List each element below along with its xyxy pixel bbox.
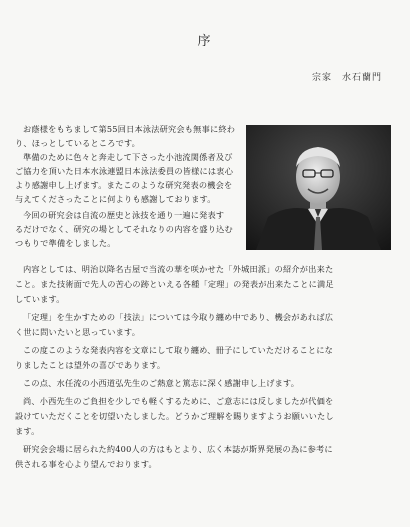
body-line: 準備のために色々と奔走して下さった小池流関係者及び (23, 152, 233, 162)
body-line: 設けていただくことを切望いたしました。どうかご理解を賜りますようお願いいたし (15, 411, 334, 421)
body-line: りましたことは望外の喜びであります。 (15, 360, 166, 370)
body-line: ます。 (15, 426, 40, 436)
author-name: 宗家 水石蘭門 (311, 73, 382, 83)
body-line: 「定理」を生かすための「技法」については今取り纏め中であり、機会があれば広 (23, 312, 334, 322)
body-line: 与えてくださったことに何よりも感謝しております。 (15, 194, 216, 204)
portrait-image (246, 125, 391, 250)
body-line: るだけでなく、研究の場としてそれなりの内容を盛り込む (15, 224, 233, 234)
body-line: この点、水任流の小西道弘先生のご熱意と篤志に深く感謝申し上げます。 (23, 378, 300, 388)
body-line: お蔭様をもちまして第55回日本泳法研究会も無事に終わ (23, 124, 236, 134)
author-portrait (246, 125, 391, 250)
body-line: く世に問いたいと思っています。 (15, 327, 141, 337)
body-line: つもりで準備をしました。 (15, 238, 116, 248)
body-line: しています。 (15, 294, 65, 304)
body-line: より感謝申し上げます。またこのような研究発表の機会を (15, 180, 233, 190)
body-line: 研究会会場に居られた約400人の方はもとより、広く本誌が斯界発展の為に参考に (23, 444, 333, 454)
body-line: ご協力を頂いた日本水泳連盟日本泳法委員の皆様には衷心 (15, 166, 233, 176)
body-line: 供される事を心より望んでおります。 (15, 459, 157, 469)
body-line: 今回の研究会は自流の歴史と泳技を通り一遍に発表す (23, 210, 225, 220)
body-line: り、ほっとしているところです。 (15, 138, 141, 148)
body-line: この度このような発表内容を文章にして取り纏め、冊子にしていただけることにな (23, 345, 334, 355)
body-line: 尚、小西先生のご負担を少しでも軽くするために、ご意志には反しましたが代価を (23, 396, 334, 406)
body-line: 内容としては、明治以降名古屋で当流の華を咲かせた「外城田派」の紹介が出来た (23, 264, 334, 274)
body-line: こと。また技術面で先人の苦心の跡といえる各種「定理」の発表が出来たことに満足 (15, 279, 334, 289)
page-title: 序 (197, 34, 213, 49)
